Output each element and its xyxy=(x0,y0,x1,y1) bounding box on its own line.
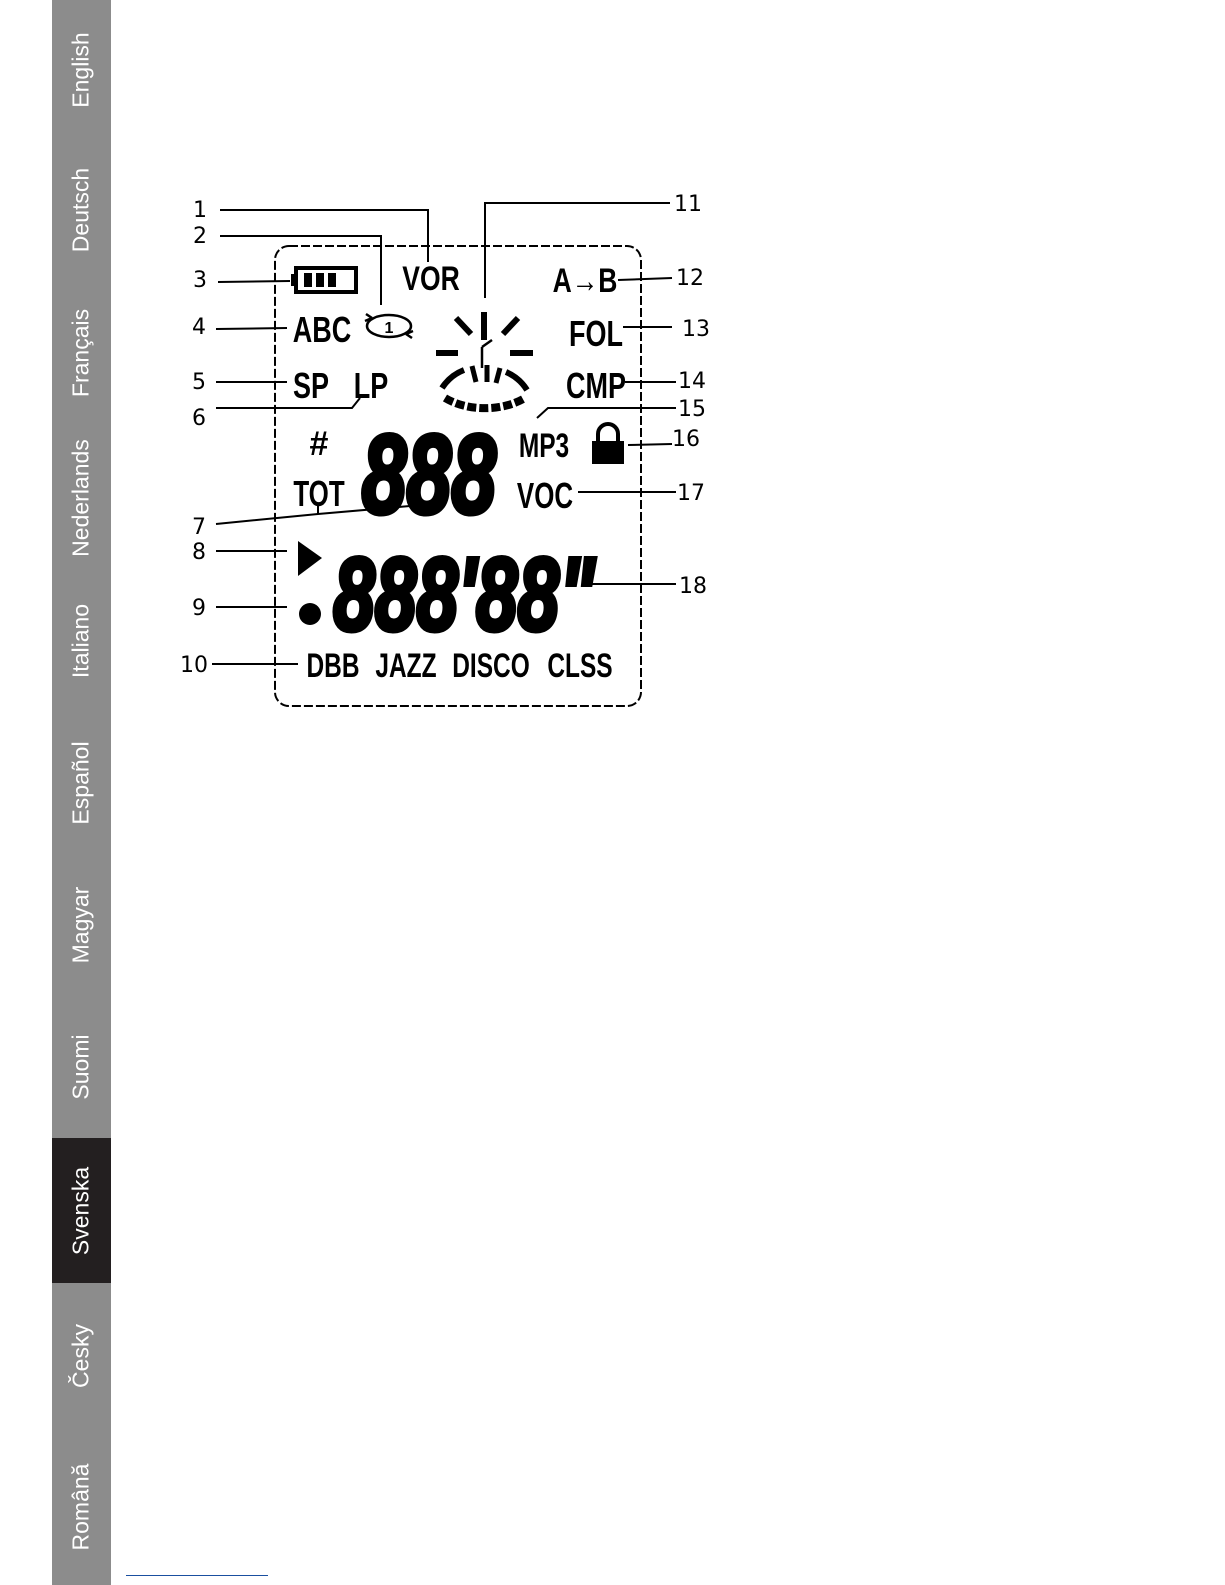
clock-icon xyxy=(436,312,533,408)
fol-indicator: FOL xyxy=(569,313,623,354)
battery-icon xyxy=(291,268,356,292)
callout-16: 16 xyxy=(672,427,700,452)
eq-jazz: JAZZ xyxy=(375,647,437,686)
callout-5: 5 xyxy=(192,370,206,395)
cmp-indicator: CMP xyxy=(566,365,626,406)
tab-cesky[interactable] xyxy=(52,1283,111,1428)
time-display-digits: 888'88" xyxy=(333,537,595,653)
tab-espanol[interactable] xyxy=(52,712,111,854)
tab-nederlands-label: Nederlands xyxy=(67,438,94,557)
callout-11: 11 xyxy=(674,192,702,217)
lp-indicator: LP xyxy=(353,365,389,406)
callout-14: 14 xyxy=(678,369,706,394)
eq-dbb: DBB xyxy=(306,647,360,686)
tab-cesky-label: Česky xyxy=(67,1323,94,1388)
sp-indicator: SP xyxy=(293,365,329,406)
tab-deutsch-label: Deutsch xyxy=(67,167,94,253)
lcd-diagram xyxy=(175,190,715,720)
tab-english[interactable] xyxy=(52,0,111,140)
eq-disco: DISCO xyxy=(452,647,530,686)
tot-indicator: TOT xyxy=(293,473,345,515)
tab-deutsch[interactable] xyxy=(52,140,111,280)
callout-3: 3 xyxy=(193,268,207,293)
tab-magyar[interactable] xyxy=(52,854,111,996)
callout-10: 10 xyxy=(180,653,208,678)
callout-18: 18 xyxy=(679,574,707,599)
callout-1: 1 xyxy=(193,198,207,223)
footer-rule xyxy=(126,1575,268,1576)
language-sidebar xyxy=(52,0,111,1585)
track-number-digits: 888 xyxy=(361,412,497,538)
callout-4: 4 xyxy=(192,315,206,340)
voc-indicator: VOC xyxy=(516,475,574,517)
svg-text:1: 1 xyxy=(384,320,394,337)
vor-indicator: VOR xyxy=(402,259,460,298)
record-dot-icon xyxy=(299,603,321,625)
tab-romana-label: Română xyxy=(67,1463,94,1550)
mp3-indicator: MP3 xyxy=(518,427,570,466)
abc-indicator: ABC xyxy=(292,309,352,350)
tab-suomi-label: Suomi xyxy=(67,1034,94,1100)
repeat-one-icon xyxy=(365,314,413,338)
ab-repeat-indicator: A→B xyxy=(552,261,618,300)
callout-13: 13 xyxy=(682,317,710,342)
callout-9: 9 xyxy=(192,596,206,621)
tab-svenska-label: Svenska xyxy=(67,1166,94,1255)
tab-espanol-label: Español xyxy=(67,741,94,825)
tab-nederlands[interactable] xyxy=(52,425,111,570)
play-icon xyxy=(298,541,322,576)
callout-6: 6 xyxy=(192,406,206,431)
callout-7: 7 xyxy=(192,515,206,540)
callout-12: 12 xyxy=(676,266,704,291)
tab-italiano[interactable] xyxy=(52,570,111,712)
tab-suomi[interactable] xyxy=(52,996,111,1138)
tab-english-label: English xyxy=(67,32,94,108)
tab-magyar-label: Magyar xyxy=(67,886,94,964)
callout-17: 17 xyxy=(677,481,705,506)
tab-francais-label: Français xyxy=(67,308,94,397)
tab-italiano-label: Italiano xyxy=(67,603,94,679)
callout-2: 2 xyxy=(193,224,207,249)
lock-icon xyxy=(592,424,624,464)
callout-15: 15 xyxy=(678,397,706,422)
tab-svenska[interactable] xyxy=(52,1138,111,1283)
tab-romana[interactable] xyxy=(52,1428,111,1585)
hash-indicator: # xyxy=(309,425,329,463)
eq-clss: CLSS xyxy=(547,647,613,686)
tab-francais[interactable] xyxy=(52,280,111,425)
callout-8: 8 xyxy=(192,540,206,565)
